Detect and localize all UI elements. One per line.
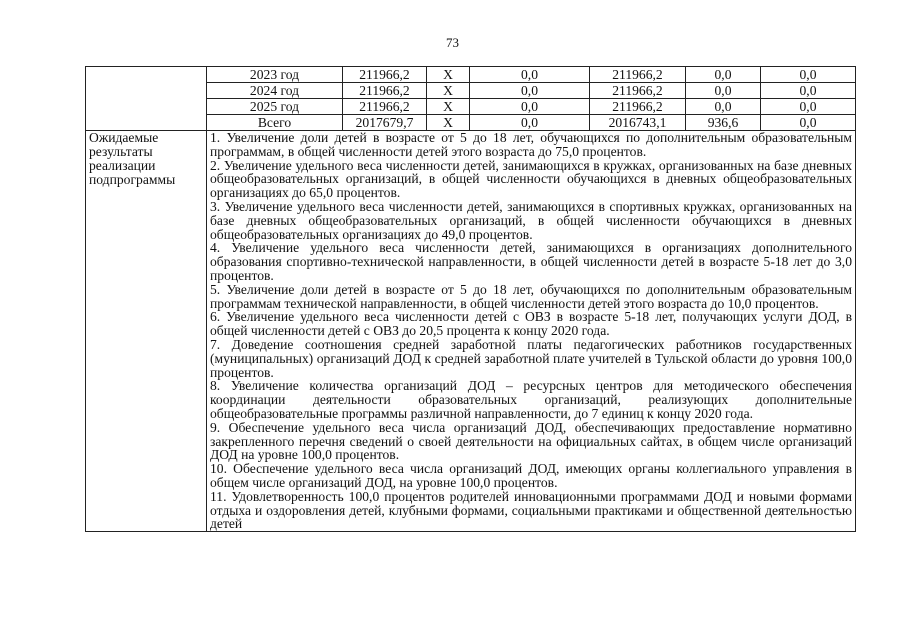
year-cell: 2025 год — [207, 99, 343, 115]
result-item: 8. Увеличение количества организаций ДОД – ресурсных центров для методического обеспечения координации деятельности образовательных организаций, реализующих дополнительные общеобразовательные программы различной направленности, до 7 единиц к концу 2020 года. — [210, 378, 852, 421]
value-cell: 0,0 — [761, 99, 856, 115]
subprogram-table — [85, 66, 856, 532]
x-cell: Х — [427, 99, 470, 115]
value-cell: 211966,2 — [590, 99, 686, 115]
x-cell: Х — [427, 67, 470, 83]
results-label: Ожидаемые результаты реализации подпрограммы — [86, 131, 207, 532]
value-cell: 0,0 — [470, 67, 590, 83]
value-cell: 0,0 — [470, 83, 590, 99]
total-cell: 2017679,7 — [343, 115, 427, 131]
value-cell: 0,0 — [470, 99, 590, 115]
x-cell: Х — [427, 115, 470, 131]
value-cell: 2016743,1 — [590, 115, 686, 131]
value-cell: 0,0 — [761, 115, 856, 131]
total-cell: 211966,2 — [343, 99, 427, 115]
value-cell: 0,0 — [470, 115, 590, 131]
result-item: 10. Обеспечение удельного веса числа организаций ДОД, имеющих органы коллегиального управления в общем числе организаций ДОД, на уровне 100,0 процентов. — [210, 461, 852, 490]
result-item: 7. Доведение соотношения средней заработной платы педагогических работников государственных (муниципальных) организаций ДОД к средней заработной плате учителей в Тульской области до уровня 100,0 процентов. — [210, 336, 852, 380]
value-cell: 211966,2 — [590, 67, 686, 83]
total-cell: 211966,2 — [343, 67, 427, 83]
result-item: 3. Увеличение удельного веса численности детей, занимающихся в спортивных кружках, организованных на базе дневных общеобразовательных организаций, в общей численности обучающихся в дневных общеобразовательных организациях до 49,0 процентов. — [210, 198, 852, 242]
finance-label-cell — [86, 67, 207, 131]
x-cell: Х — [427, 83, 470, 99]
finance-rows — [86, 67, 856, 532]
year-cell: Всего — [207, 115, 343, 131]
year-cell: 2024 год — [207, 83, 343, 99]
page-number: 73 — [446, 35, 459, 50]
results-cell — [207, 131, 856, 532]
result-item: 5. Увеличение доли детей в возрасте от 5 до 18 лет, обучающихся по дополнительным образовательным программам технической направленности, в общей численности детей этого возраста до 10,0 процентов. — [210, 281, 852, 311]
year-cell: 2023 год — [207, 67, 343, 83]
result-item: 1. Увеличение доли детей в возрасте от 5 до 18 лет, обучающихся по дополнительным образовательным программам, в общей численности детей этого возраста до 75,0 процентов. — [210, 130, 852, 159]
result-item: 9. Обеспечение удельного веса числа организаций ДОД, обеспечивающих предоставление нормативно закрепленного перечня сведений о своей деятельности на официальных сайтах, в общем числе организаций ДОД на уровне 100,0 процентов. — [210, 419, 852, 463]
value-cell: 0,0 — [686, 83, 761, 99]
value-cell: 0,0 — [761, 67, 856, 83]
total-cell: 211966,2 — [343, 83, 427, 99]
value-cell: 0,0 — [686, 99, 761, 115]
result-item: 11. Удовлетворенность 100,0 процентов родителей инновационными программами ДОД и новыми формами отдыха и оздоровления детей, клубными формами, социальными практиками и общественной деятельностью детей — [210, 488, 852, 532]
result-item: 6. Увеличение удельного веса численности детей с ОВЗ в возрасте 5-18 лет, получающих услуги ДОД, в общей численности детей с ОВЗ до 20,5 процента к концу 2020 года. — [210, 309, 852, 339]
value-cell: 0,0 — [686, 67, 761, 83]
value-cell: 211966,2 — [590, 83, 686, 99]
result-item: 4. Увеличение удельного веса численности детей, занимающихся в организациях дополнительного образования спортивно-технической направленности, в общей численности детей в возрасте 5-18 лет до 3,0 процентов. — [210, 240, 852, 283]
results-row — [86, 131, 856, 532]
finance-row — [86, 67, 856, 83]
value-cell: 936,6 — [686, 115, 761, 131]
value-cell: 0,0 — [761, 83, 856, 99]
result-item: 2. Увеличение удельного веса численности детей, занимающихся в кружках, организованных на базе дневных общеобразовательных организаций, в общей численности обучающихся в дневных общеобразовательных организациях до 65,0 процентов. — [210, 157, 852, 201]
